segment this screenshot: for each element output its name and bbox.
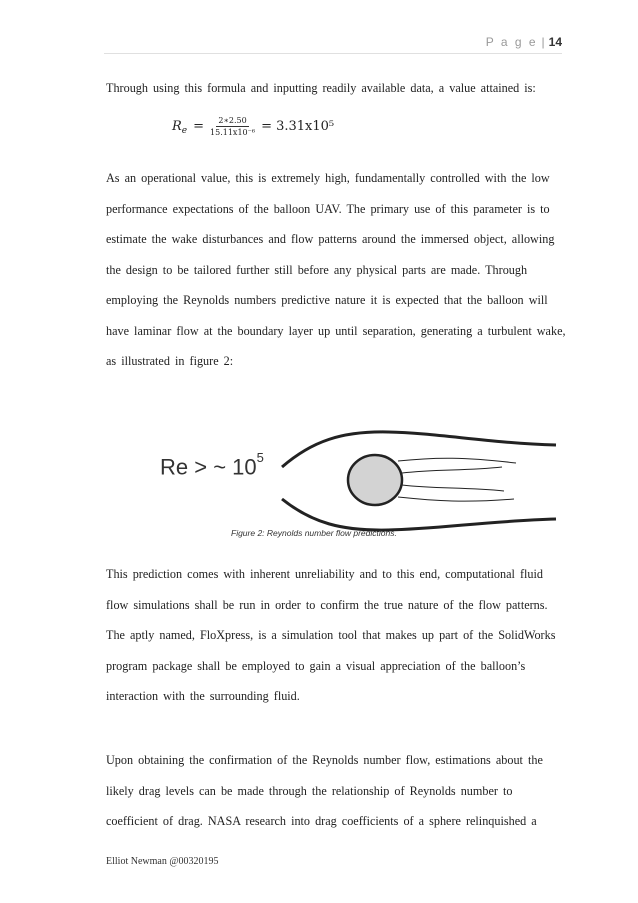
- equation-result: = 3.31x10⁵: [261, 119, 335, 134]
- equals-sign: =: [193, 119, 205, 134]
- equation-denominator: 15.11x10⁻⁶: [210, 128, 256, 137]
- reynolds-label-exponent: 5: [256, 450, 264, 465]
- header-rule: [104, 53, 562, 54]
- page-number: 14: [548, 35, 562, 49]
- wake-line-3: [402, 485, 504, 491]
- header-separator: |: [541, 35, 545, 49]
- equation-fraction: [210, 116, 255, 137]
- body-paragraph-3: Upon obtaining the confirmation of the Reynolds number flow, estimations about the likely drag levels can be made through the relationship of Reynolds number to coefficient of drag. NASA research into drag coefficients of a sphere relinquished a: [106, 753, 543, 828]
- equation-numerator: 2∗2.50: [218, 116, 247, 125]
- page-footer: Elliot Newman @00320195: [106, 856, 219, 867]
- lower-streamline: [282, 499, 556, 530]
- reynolds-equation: [172, 116, 334, 137]
- reynolds-label: [160, 450, 264, 480]
- body-paragraph-2: This prediction comes with inherent unreliability and to this end, computational fluid flow simulations shall be run in order to confirm the true nature of the flow patterns. The aptly named, FloXpress, is a simulation tool that makes up part of the SolidWorks program package shall be employed to gain a visual appreciation of the balloon’s interaction with the surrounding fluid.: [106, 567, 556, 703]
- body-paragraph-1: As an operational value, this is extremely high, fundamentally controlled with the low performance expectations of the balloon UAV. The primary use of this parameter is to estimate the wake disturbances and flow patterns around the immersed object, allowing the design to be tailored further still before any physical parts are made. Through employing the Reynolds numbers predictive nature it is expected that the balloon will have laminar flow at the boundary layer up until separation, generating a turbulent wake, as illustrated in figure 2:: [106, 171, 566, 368]
- equation-lhs: R: [172, 119, 182, 134]
- equation-lhs-subscript: e: [181, 125, 188, 136]
- wake-line-2: [402, 467, 502, 473]
- page-header: [486, 35, 562, 49]
- flow-diagram: [276, 427, 560, 537]
- figure-caption: Figure 2: Reynolds number flow predictions.: [231, 528, 397, 538]
- upper-streamline: [282, 432, 556, 467]
- reynolds-label-text: Re > ~ 10: [160, 454, 257, 480]
- page-word: P a g e: [485, 35, 538, 49]
- wake-line-4: [398, 497, 514, 501]
- sphere: [348, 455, 402, 505]
- intro-paragraph: Through using this formula and inputting readily available data, a value attained is:: [106, 81, 536, 95]
- wake-line-1: [398, 458, 516, 463]
